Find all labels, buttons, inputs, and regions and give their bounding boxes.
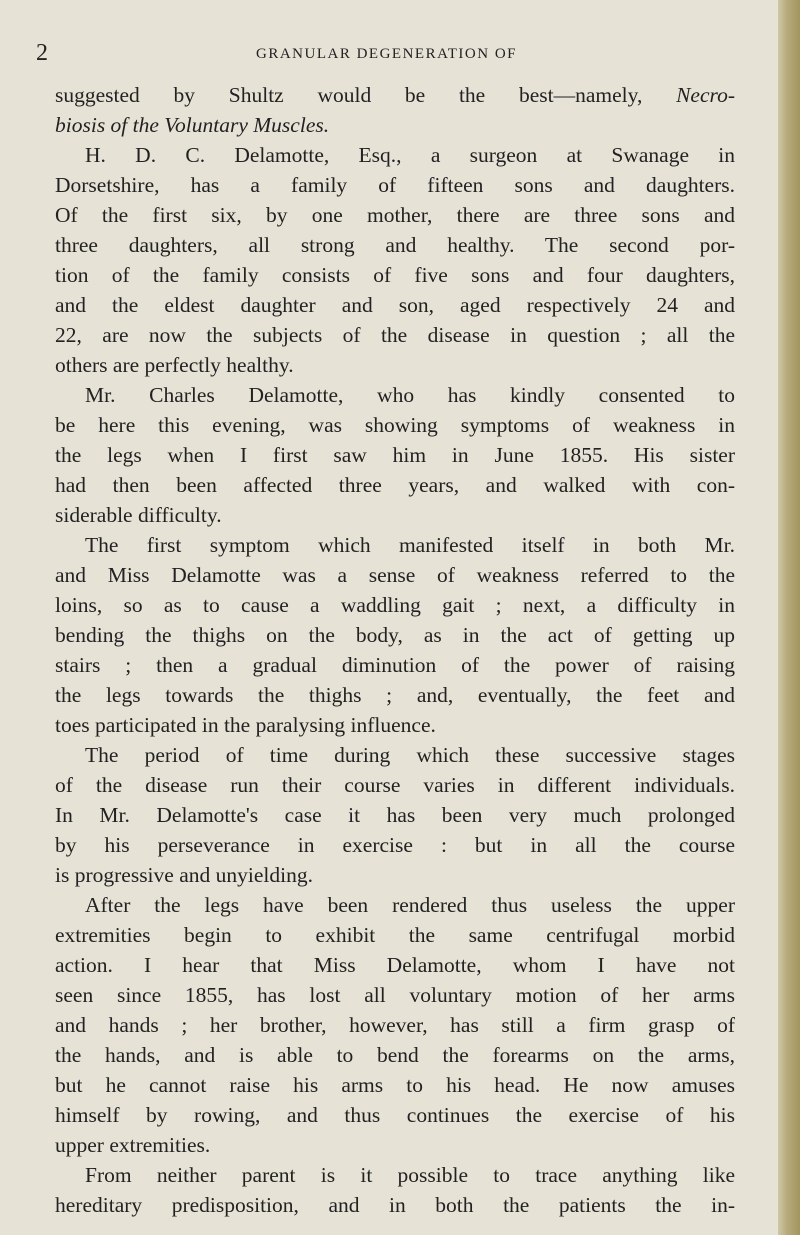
text-line: loins, so as to cause a waddling gait ; next, a difficulty in [55,593,735,617]
body-text [55,80,735,1220]
text-line: and Miss Delamotte was a sense of weakness referred to the [55,563,735,587]
italic-text: Necro- [676,83,735,107]
text-line: In Mr. Delamotte's case it has been very much prolonged [55,803,735,827]
text-line: action. I hear that Miss Delamotte, whom I have not [55,953,735,977]
text-line: himself by rowing, and thus continues the exercise of his [55,1103,735,1127]
text-line: toes participated in the paralysing influence. [55,713,436,737]
text-line: biosis of the Voluntary Muscles. [55,113,330,137]
text-line: siderable difficulty. [55,503,222,527]
text-line: Of the first six, by one mother, there are three sons and [55,203,735,227]
text-line: bending the thighs on the body, as in the act of getting up [55,623,735,647]
text-line: tion of the family consists of five sons and four daughters, [55,263,735,287]
page-header [36,40,736,70]
text-line: is progressive and unyielding. [55,863,313,887]
text-line: the legs when I first saw him in June 1855. His sister [55,443,735,467]
text-line: The period of time during which these successive stages [85,743,735,767]
text-line: 22, are now the subjects of the disease in question ; all the [55,323,735,347]
text-line: and hands ; her brother, however, has still a firm grasp of [55,1013,735,1037]
text-line: by his perseverance in exercise : but in all the course [55,833,735,857]
text-line: After the legs have been rendered thus useless the upper [85,893,735,917]
text-line [55,80,735,110]
text-line: of the disease run their course varies in different individuals. [55,773,735,797]
text-line: the hands, and is able to bend the forearms on the arms, [55,1043,735,1067]
text-line: Dorsetshire, has a family of fifteen sons and daughters. [55,173,735,197]
running-head: GRANULAR DEGENERATION OF [256,46,517,62]
text-line: extremities begin to exhibit the same centrifugal morbid [55,923,735,947]
text-span: suggested by Shultz would be the best—namely, [55,83,677,107]
text-line: From neither parent is it possible to trace anything like [85,1163,735,1187]
text-line: be here this evening, was showing symptoms of weakness in [55,413,735,437]
text-line: The first symptom which manifested itself in both Mr. [85,533,735,557]
page-edge [778,0,800,1235]
text-line: upper extremities. [55,1133,211,1157]
text-line: hereditary predisposition, and in both the patients the in- [55,1193,735,1217]
text-line: but he cannot raise his arms to his head. He now amuses [55,1073,735,1097]
text-line: Mr. Charles Delamotte, who has kindly consented to [85,383,735,407]
text-line: had then been affected three years, and walked with con- [55,473,735,497]
page-number: 2 [36,40,48,66]
text-line: and the eldest daughter and son, aged respectively 24 and [55,293,735,317]
text-line: three daughters, all strong and healthy. The second por- [55,233,735,257]
text-line: the legs towards the thighs ; and, eventually, the feet and [55,683,735,707]
text-line: H. D. C. Delamotte, Esq., a surgeon at Swanage in [85,143,735,167]
text-line: stairs ; then a gradual diminution of the power of raising [55,653,735,677]
text-line: seen since 1855, has lost all voluntary motion of her arms [55,983,735,1007]
text-line: others are perfectly healthy. [55,353,294,377]
